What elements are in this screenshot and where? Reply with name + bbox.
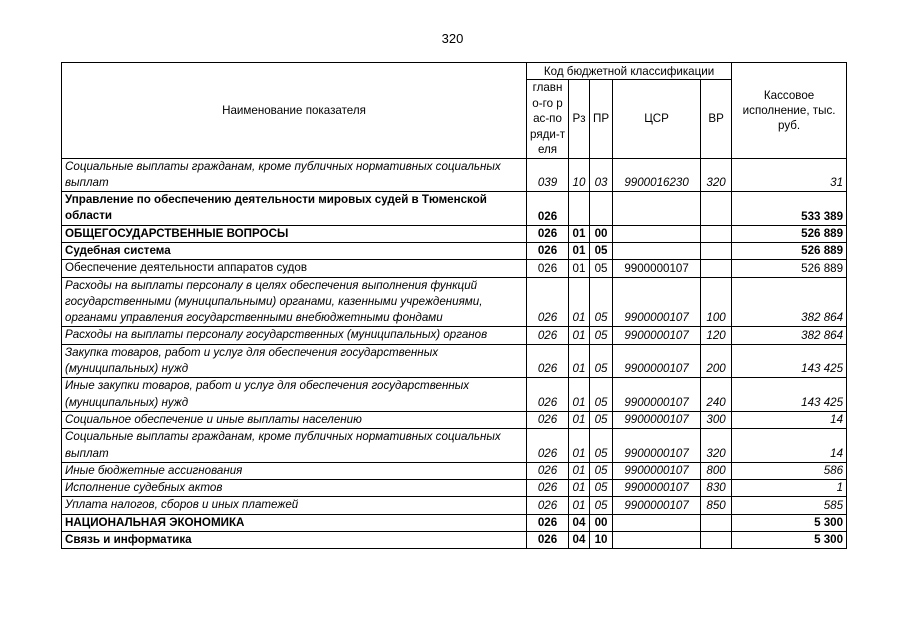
page-number: 320 [441,31,464,46]
header-pr: ПР [590,80,613,159]
row-pr: 05 [590,497,613,514]
row-rz: 01 [569,480,590,497]
row-name: Судебная система [62,242,527,259]
row-amount: 31 [732,158,847,192]
row-glavny: 026 [527,344,569,378]
row-rz [569,192,590,226]
row-name: ОБЩЕГОСУДАРСТВЕННЫЕ ВОПРОСЫ [62,225,527,242]
table-body [62,158,847,549]
header-amount: Кассовое исполнение, тыс. руб. [732,63,847,159]
row-name: Расходы на выплаты персоналу государственных (муниципальных) органов [62,327,527,344]
row-rz: 01 [569,429,590,463]
row-glavny: 026 [527,327,569,344]
row-vr [701,242,732,259]
row-pr [590,192,613,226]
row-glavny: 026 [527,411,569,428]
row-pr: 10 [590,532,613,549]
row-glavny: 026 [527,462,569,479]
row-amount: 526 889 [732,260,847,277]
row-vr: 800 [701,462,732,479]
table-row [62,514,847,531]
table-row [62,532,847,549]
row-vr [701,514,732,531]
row-vr: 850 [701,497,732,514]
row-name: Иные бюджетные ассигнования [62,462,527,479]
row-pr: 05 [590,429,613,463]
row-rz: 01 [569,462,590,479]
row-vr [701,192,732,226]
row-glavny: 026 [527,480,569,497]
header-csr: ЦСР [613,80,701,159]
row-csr: 9900000107 [613,429,701,463]
row-glavny: 026 [527,277,569,327]
row-csr: 9900000107 [613,327,701,344]
row-rz: 01 [569,242,590,259]
row-csr [613,242,701,259]
row-amount: 586 [732,462,847,479]
row-vr: 300 [701,411,732,428]
row-name: Связь и информатика [62,532,527,549]
table-row [62,411,847,428]
header-glavny-text: главно-го рас-поряди-теля [530,81,566,156]
row-vr: 240 [701,378,732,412]
row-pr: 05 [590,277,613,327]
table-row [62,480,847,497]
row-vr: 320 [701,158,732,192]
row-name: Иные закупки товаров, работ и услуг для обеспечения государственных (муниципальных) нужд [62,378,527,412]
row-amount: 382 864 [732,327,847,344]
row-name: Расходы на выплаты персоналу в целях обеспечения выполнения функций государственными (муниципальными) органами, казенными учреждениями, органами управления государственными внебюджетными фондами [62,277,527,327]
row-amount: 1 [732,480,847,497]
row-rz: 01 [569,497,590,514]
row-pr: 05 [590,344,613,378]
row-glavny: 026 [527,260,569,277]
table-row [62,158,847,192]
row-csr: 9900000107 [613,378,701,412]
table-row [62,192,847,226]
row-csr [613,514,701,531]
header-code-group: Код бюджетной классификации [527,63,732,80]
row-glavny: 026 [527,225,569,242]
row-glavny: 039 [527,158,569,192]
row-pr: 03 [590,158,613,192]
row-rz: 01 [569,225,590,242]
row-pr: 05 [590,462,613,479]
row-glavny: 026 [527,192,569,226]
row-pr: 05 [590,242,613,259]
row-rz: 10 [569,158,590,192]
row-vr [701,260,732,277]
row-name: Уплата налогов, сборов и иных платежей [62,497,527,514]
row-vr [701,532,732,549]
table-row [62,462,847,479]
row-rz: 04 [569,532,590,549]
header-vr: ВР [701,80,732,159]
row-glavny: 026 [527,429,569,463]
row-name: Социальное обеспечение и иные выплаты населению [62,411,527,428]
row-name: Социальные выплаты гражданам, кроме публичных нормативных социальных выплат [62,429,527,463]
row-csr: 9900000107 [613,277,701,327]
table-row [62,344,847,378]
table-header [62,63,847,159]
row-csr: 9900000107 [613,497,701,514]
row-pr: 05 [590,260,613,277]
row-glavny: 026 [527,514,569,531]
row-name: Закупка товаров, работ и услуг для обеспечения государственных (муниципальных) нужд [62,344,527,378]
row-name: Управление по обеспечению деятельности мировых судей в Тюменской области [62,192,527,226]
table-row [62,242,847,259]
row-rz: 01 [569,378,590,412]
row-amount: 14 [732,411,847,428]
row-glavny: 026 [527,497,569,514]
row-amount: 14 [732,429,847,463]
row-csr: 9900000107 [613,462,701,479]
row-rz: 01 [569,277,590,327]
row-amount: 526 889 [732,242,847,259]
table-row [62,327,847,344]
row-rz: 01 [569,260,590,277]
table-row [62,497,847,514]
row-name: Социальные выплаты гражданам, кроме публичных нормативных социальных выплат [62,158,527,192]
row-vr: 200 [701,344,732,378]
row-pr: 05 [590,327,613,344]
header-name: Наименование показателя [62,63,527,159]
row-amount: 526 889 [732,225,847,242]
row-pr: 05 [590,411,613,428]
row-vr: 320 [701,429,732,463]
row-amount: 143 425 [732,378,847,412]
row-csr: 9900000107 [613,344,701,378]
row-rz: 04 [569,514,590,531]
table-row [62,260,847,277]
row-vr [701,225,732,242]
row-glavny: 026 [527,242,569,259]
row-csr [613,192,701,226]
row-name: НАЦИОНАЛЬНАЯ ЭКОНОМИКА [62,514,527,531]
row-pr: 05 [590,480,613,497]
row-name: Исполнение судебных актов [62,480,527,497]
row-rz: 01 [569,411,590,428]
row-vr: 120 [701,327,732,344]
table-row [62,225,847,242]
header-glavny [527,80,569,159]
row-glavny: 026 [527,378,569,412]
row-glavny: 026 [527,532,569,549]
row-pr: 05 [590,378,613,412]
row-csr: 9900000107 [613,480,701,497]
table-row [62,378,847,412]
row-rz: 01 [569,344,590,378]
table-row [62,277,847,327]
table-row [62,429,847,463]
row-csr [613,225,701,242]
row-rz: 01 [569,327,590,344]
row-amount: 5 300 [732,532,847,549]
row-vr: 100 [701,277,732,327]
row-amount: 5 300 [732,514,847,531]
row-csr: 9900016230 [613,158,701,192]
row-csr: 9900000107 [613,260,701,277]
header-rz: Рз [569,80,590,159]
row-csr [613,532,701,549]
row-pr: 00 [590,225,613,242]
row-name: Обеспечение деятельности аппаратов судов [62,260,527,277]
budget-table [61,62,847,549]
row-pr: 00 [590,514,613,531]
row-amount: 143 425 [732,344,847,378]
row-csr: 9900000107 [613,411,701,428]
row-amount: 382 864 [732,277,847,327]
row-vr: 830 [701,480,732,497]
row-amount: 585 [732,497,847,514]
row-amount: 533 389 [732,192,847,226]
